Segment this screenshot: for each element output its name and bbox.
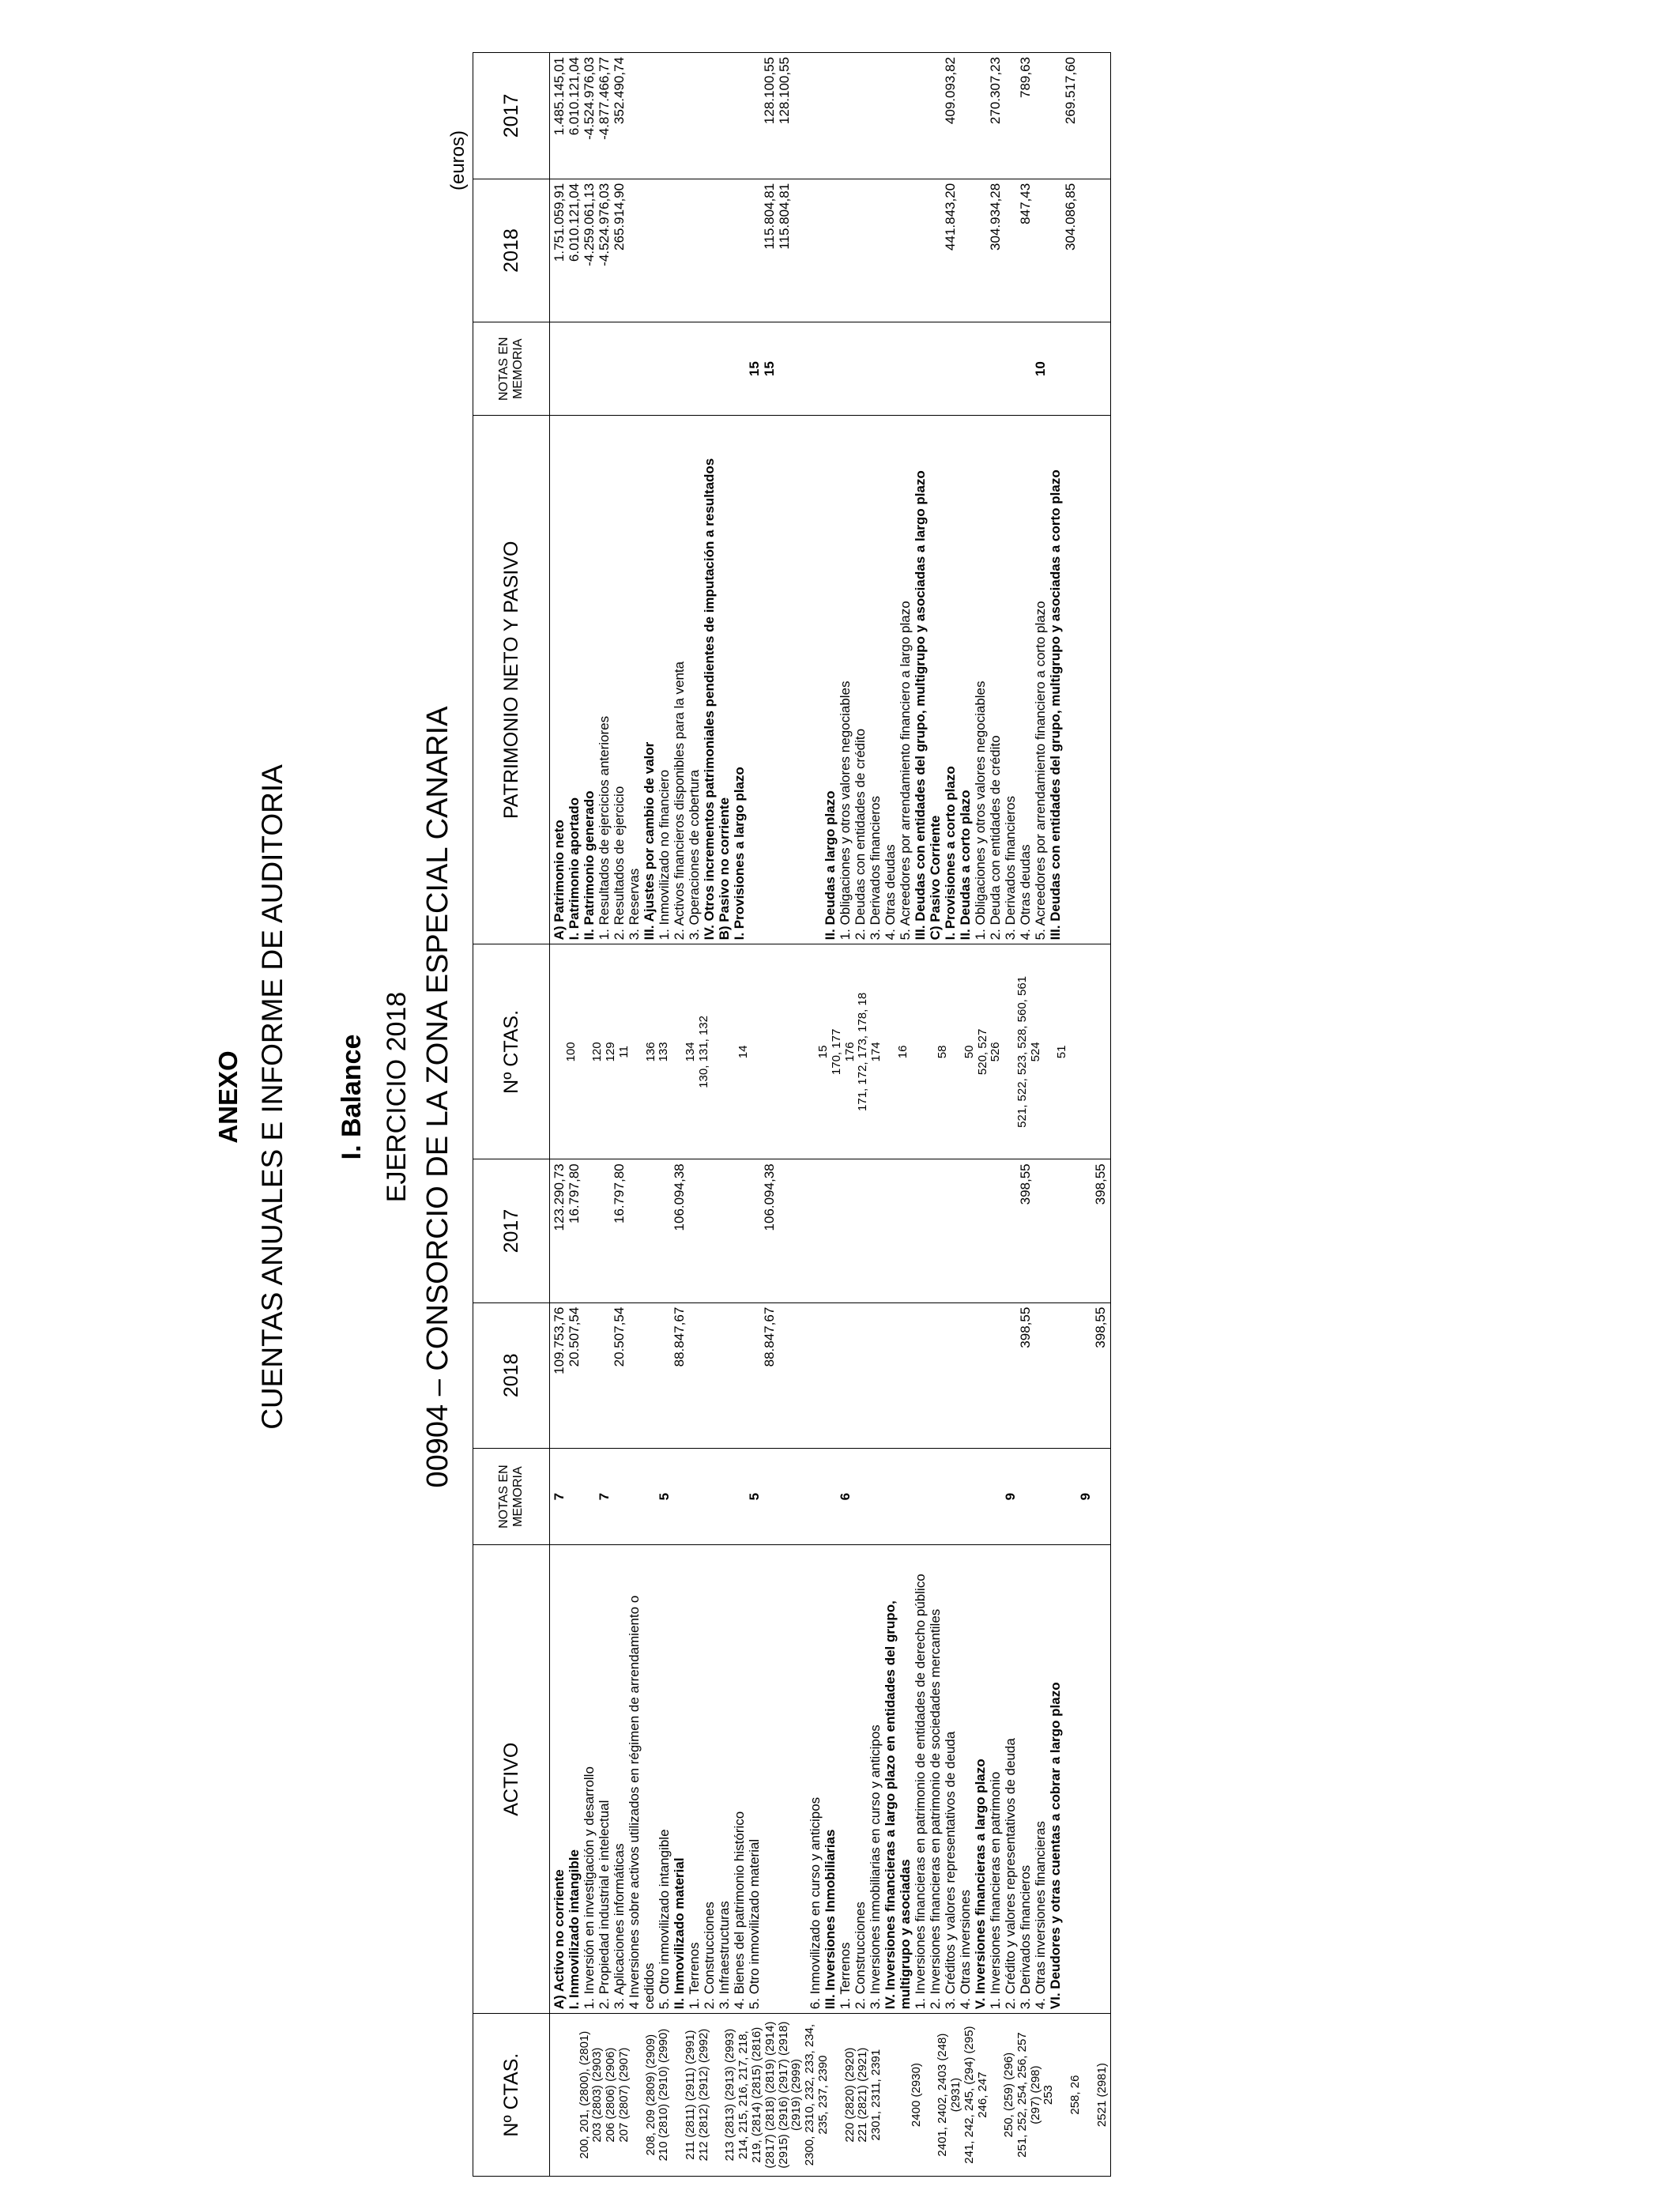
pasivo-concept-line: III. Ajustes por cambio de valor [642, 741, 657, 941]
activo-values-2017: 123.290,73 16.797,80 16.797,80 106.094,38 106.094,38 398,55 398,55 [550, 1159, 1111, 1302]
pasivo-concept-line: 4. Otras deudas [1017, 844, 1033, 941]
col-notas-pasivo: NOTAS EN MEMORIA [473, 322, 550, 416]
activo-concept-line: IV. Inversiones financieras a largo plazo en entidades del grupo, multigrupo y asociadas [882, 1600, 913, 2010]
balance-table [473, 52, 1111, 2177]
currency-unit: (euros) [447, 130, 469, 190]
activo-concept-line: 4. Otras inversiones financieras [1033, 1821, 1048, 2010]
pasivo-concept-line [747, 420, 822, 940]
activo-concept-line: 5. Otro inmovilizado material [747, 1838, 763, 2010]
col-ctas-pasivo: Nº CTAS. [473, 944, 550, 1159]
pasivo-concept-line: C) Pasivo Corriente [927, 815, 943, 941]
pasivo-concepts [550, 416, 1111, 944]
col-2018: 2018 [473, 1302, 550, 1448]
activo-concept-line: 3. Inversiones inmobiliarias en curso y anticipos [867, 1725, 883, 2010]
activo-notes: 7 7 5 5 6 9 9 [550, 1448, 1111, 1544]
pasivo-concept-line: B) Pasivo no corriente [717, 797, 733, 941]
activo-values-2018: 109.753,76 20.507,54 20.507,54 88.847,67 88.847,67 398,55 398,55 [550, 1302, 1111, 1448]
pasivo-concept-line: II. Deudas a corto plazo [957, 790, 973, 941]
pasivo-concept-line: 1. Inmovilizado no financiero [657, 769, 672, 941]
activo-concept-line: A) Activo no corriente [552, 1869, 567, 2010]
col-2017: 2017 [473, 1159, 550, 1302]
pasivo-concept-line: 1. Obligaciones y otros valores negociables [837, 680, 853, 941]
activo-concept-line: 2. Crédito y valores representativos de deuda [1002, 1738, 1018, 2010]
report-subtitle: CUENTAS ANUALES E INFORME DE AUDITORIA [256, 764, 288, 1430]
pasivo-concept-line: 5. Acreedores por arrendamiento financiero a largo plazo [897, 601, 913, 941]
col-activo: ACTIVO [473, 1545, 550, 2014]
pasivo-concept-line: 3. Derivados financieros [1002, 796, 1018, 941]
pasivo-concept-line: II. Deudas a largo plazo [822, 790, 838, 941]
header-row [473, 53, 550, 2177]
activo-concept-line: 6. Inmovilizado en curso y anticipos [807, 1796, 823, 2010]
activo-concept-line: VI. Deudores y otras cuentas a cobrar a largo plazo [1048, 1682, 1064, 2010]
pasivo-concept-line: III. Deudas con entidades del grupo, multigrupo y asociadas a largo plazo [912, 470, 928, 941]
activo-concept-line: 2. Construcciones [702, 1902, 718, 2010]
activo-concept-line: 3. Derivados financieros [1017, 1864, 1033, 2010]
pasivo-account-codes: 100 120 129 11 136 133 134 130, 131, 132 14 15 170, 177 176 171, 172, 173, 178, 18 174 16 58 50 520, 527 526 521, 522, 523, 528, 560, 561 524 51 [550, 944, 1111, 1159]
pasivo-notes: 15 15 10 [550, 322, 1111, 416]
entity-title: 00904 – CONSORCIO DE LA ZONA ESPECIAL CANARIA [421, 706, 454, 1488]
exercise-title: EJERCICIO 2018 [382, 991, 412, 1203]
col-2018-pasivo: 2018 [473, 179, 550, 322]
pasivo-concept-line: 3. Derivados financieros [867, 796, 883, 941]
pasivo-concept-line: A) Patrimonio neto [552, 820, 567, 941]
activo-concept-line: 4. Bienes del patrimonio histórico [732, 1811, 748, 2010]
pasivo-concept-line: IV. Otros incrementos patrimoniales pendientes de imputación a resultados [702, 458, 718, 941]
pasivo-concept-line: 3. Operaciones de cobertura [687, 769, 703, 941]
pasivo-concept-line: I. Provisiones a corto plazo [942, 766, 958, 941]
activo-concept-line: V. Inversiones financieras a largo plazo [972, 1759, 988, 2010]
activo-concept-line: I. Inmovilizado intangible [567, 1849, 582, 2010]
pasivo-concept-line: 2. Resultados de ejercicio [612, 786, 627, 941]
col-pasivo: PATRIMONIO NETO Y PASIVO [473, 416, 550, 944]
pasivo-concept-line: I. Patrimonio aportado [567, 797, 582, 941]
pasivo-concept-line: I. Provisiones a largo plazo [732, 767, 748, 941]
activo-concept-line: 1. Terrenos [687, 1942, 703, 2010]
activo-concept-line: 3. Infraestructuras [717, 1901, 733, 2010]
pasivo-values-2018: 1.751.059,91 6.010.121,04 -4.259.061,13 -4.524.976,03 265.914,90 115.804,81 115.804,81 441.843,20 304.934,28 847,43 304.086,85 [550, 179, 1111, 322]
table-body-row [550, 53, 1111, 2177]
annex-title: ANEXO [213, 1050, 243, 1144]
activo-concept-line: II. Inmovilizado material [672, 1857, 687, 2010]
activo-concept-line: 1. Inversión en investigación y desarrollo [582, 1766, 597, 2010]
pasivo-concept-line: 5. Acreedores por arrendamiento financiero a corto plazo [1033, 601, 1048, 941]
pasivo-concept-line: II. Patrimonio generado [582, 790, 597, 941]
activo-concept-line: 4 Inversiones sobre activos utilizados en régimen de arrendamiento o cedidos [627, 1595, 657, 2010]
activo-concepts [550, 1545, 1111, 2014]
pasivo-concept-line: 2. Deudas con entidades de crédito [852, 728, 868, 941]
activo-concept-line: 1. Inversiones financieras en patrimonio de entidades de derecho público [912, 1574, 928, 2010]
activo-concept-line: 2. Propiedad industrial e intelectual [597, 1800, 612, 2010]
activo-concept-line: 1. Terrenos [837, 1942, 853, 2010]
col-ctas: Nº CTAS. [473, 2014, 550, 2177]
pasivo-concept-line: III. Deudas con entidades del grupo, multigrupo y asociadas a corto plazo [1048, 469, 1064, 941]
pasivo-values-2017: 1.485.145,01 6.010.121,04 -4.524.976,03 -4.877.466,77 352.490,74 128.100,55 128.100,55 409.093,82 270.307,23 789,63 269.517,60 [550, 53, 1111, 179]
activo-concept-line: 2. Inversiones financieras en patrimonio de sociedades mercantiles [927, 1608, 943, 2010]
pasivo-concept-line: 1. Obligaciones y otros valores negociables [972, 680, 988, 941]
activo-concept-line: 2. Construcciones [852, 1902, 868, 2010]
activo-concept-line [762, 1549, 807, 2009]
col-2017-pasivo: 2017 [473, 53, 550, 179]
section-title: I. Balance [337, 1034, 367, 1160]
pasivo-concept-line: 3. Reservas [627, 868, 642, 941]
activo-concept-line: 5. Otro inmovilizado intangible [657, 1829, 672, 2010]
activo-concept-line: 1. Inversiones financieras en patrimonio [987, 1771, 1003, 2010]
activo-concept-line: III. Inversiones Inmobiliarias [822, 1829, 838, 2010]
pasivo-concept-line: 4. Otras deudas [882, 844, 898, 941]
pasivo-concept-line: 2. Deuda con entidades de crédito [987, 735, 1003, 941]
pasivo-concept-line: 1. Resultados de ejercicios anteriores [597, 715, 612, 941]
activo-concept-line: 4. Otras inversiones [957, 1890, 973, 2010]
pasivo-concept-line: 2. Activos financieros disponibles para la venta [672, 661, 687, 941]
activo-concept-line: 3. Créditos y valores representativos de deuda [942, 1731, 958, 2010]
activo-account-codes: 200, 201, (2800), (2801) 203 (2803) (2903) 206 (2806) (2906) 207 (2807) (2907) 208, 209 (2809) (2909) 210 (2810) (2910) (2990) 211 (2811) (2911) (2991) 212 (2812) (2912) (2992) 213 (2813) (2913) (2993) 214, 215, 216, 217, 218, 219, (2814) (2815) (2816) (2817) (2818) (2819) (2914) (2915) (2916) (2917) (2918) (2919) (2999) 2300, 2310, 232, 233, 234, 235, 237, 2390 220 (2820) (2920) 221 (2821) (2921) 2301, 2311, 2391 2400 (2930) 2401, 2402, 2403 (248) (2931) 241, 242, 245, (294) (295) 246, 247 250, (259) (296) 251, 252, 254, 256, 257 (297) (298) 253 258, 26 2521 (2981) [550, 2014, 1111, 2177]
activo-concept-line: 3. Aplicaciones informáticas [612, 1843, 627, 2010]
col-notas: NOTAS EN MEMORIA [473, 1448, 550, 1544]
